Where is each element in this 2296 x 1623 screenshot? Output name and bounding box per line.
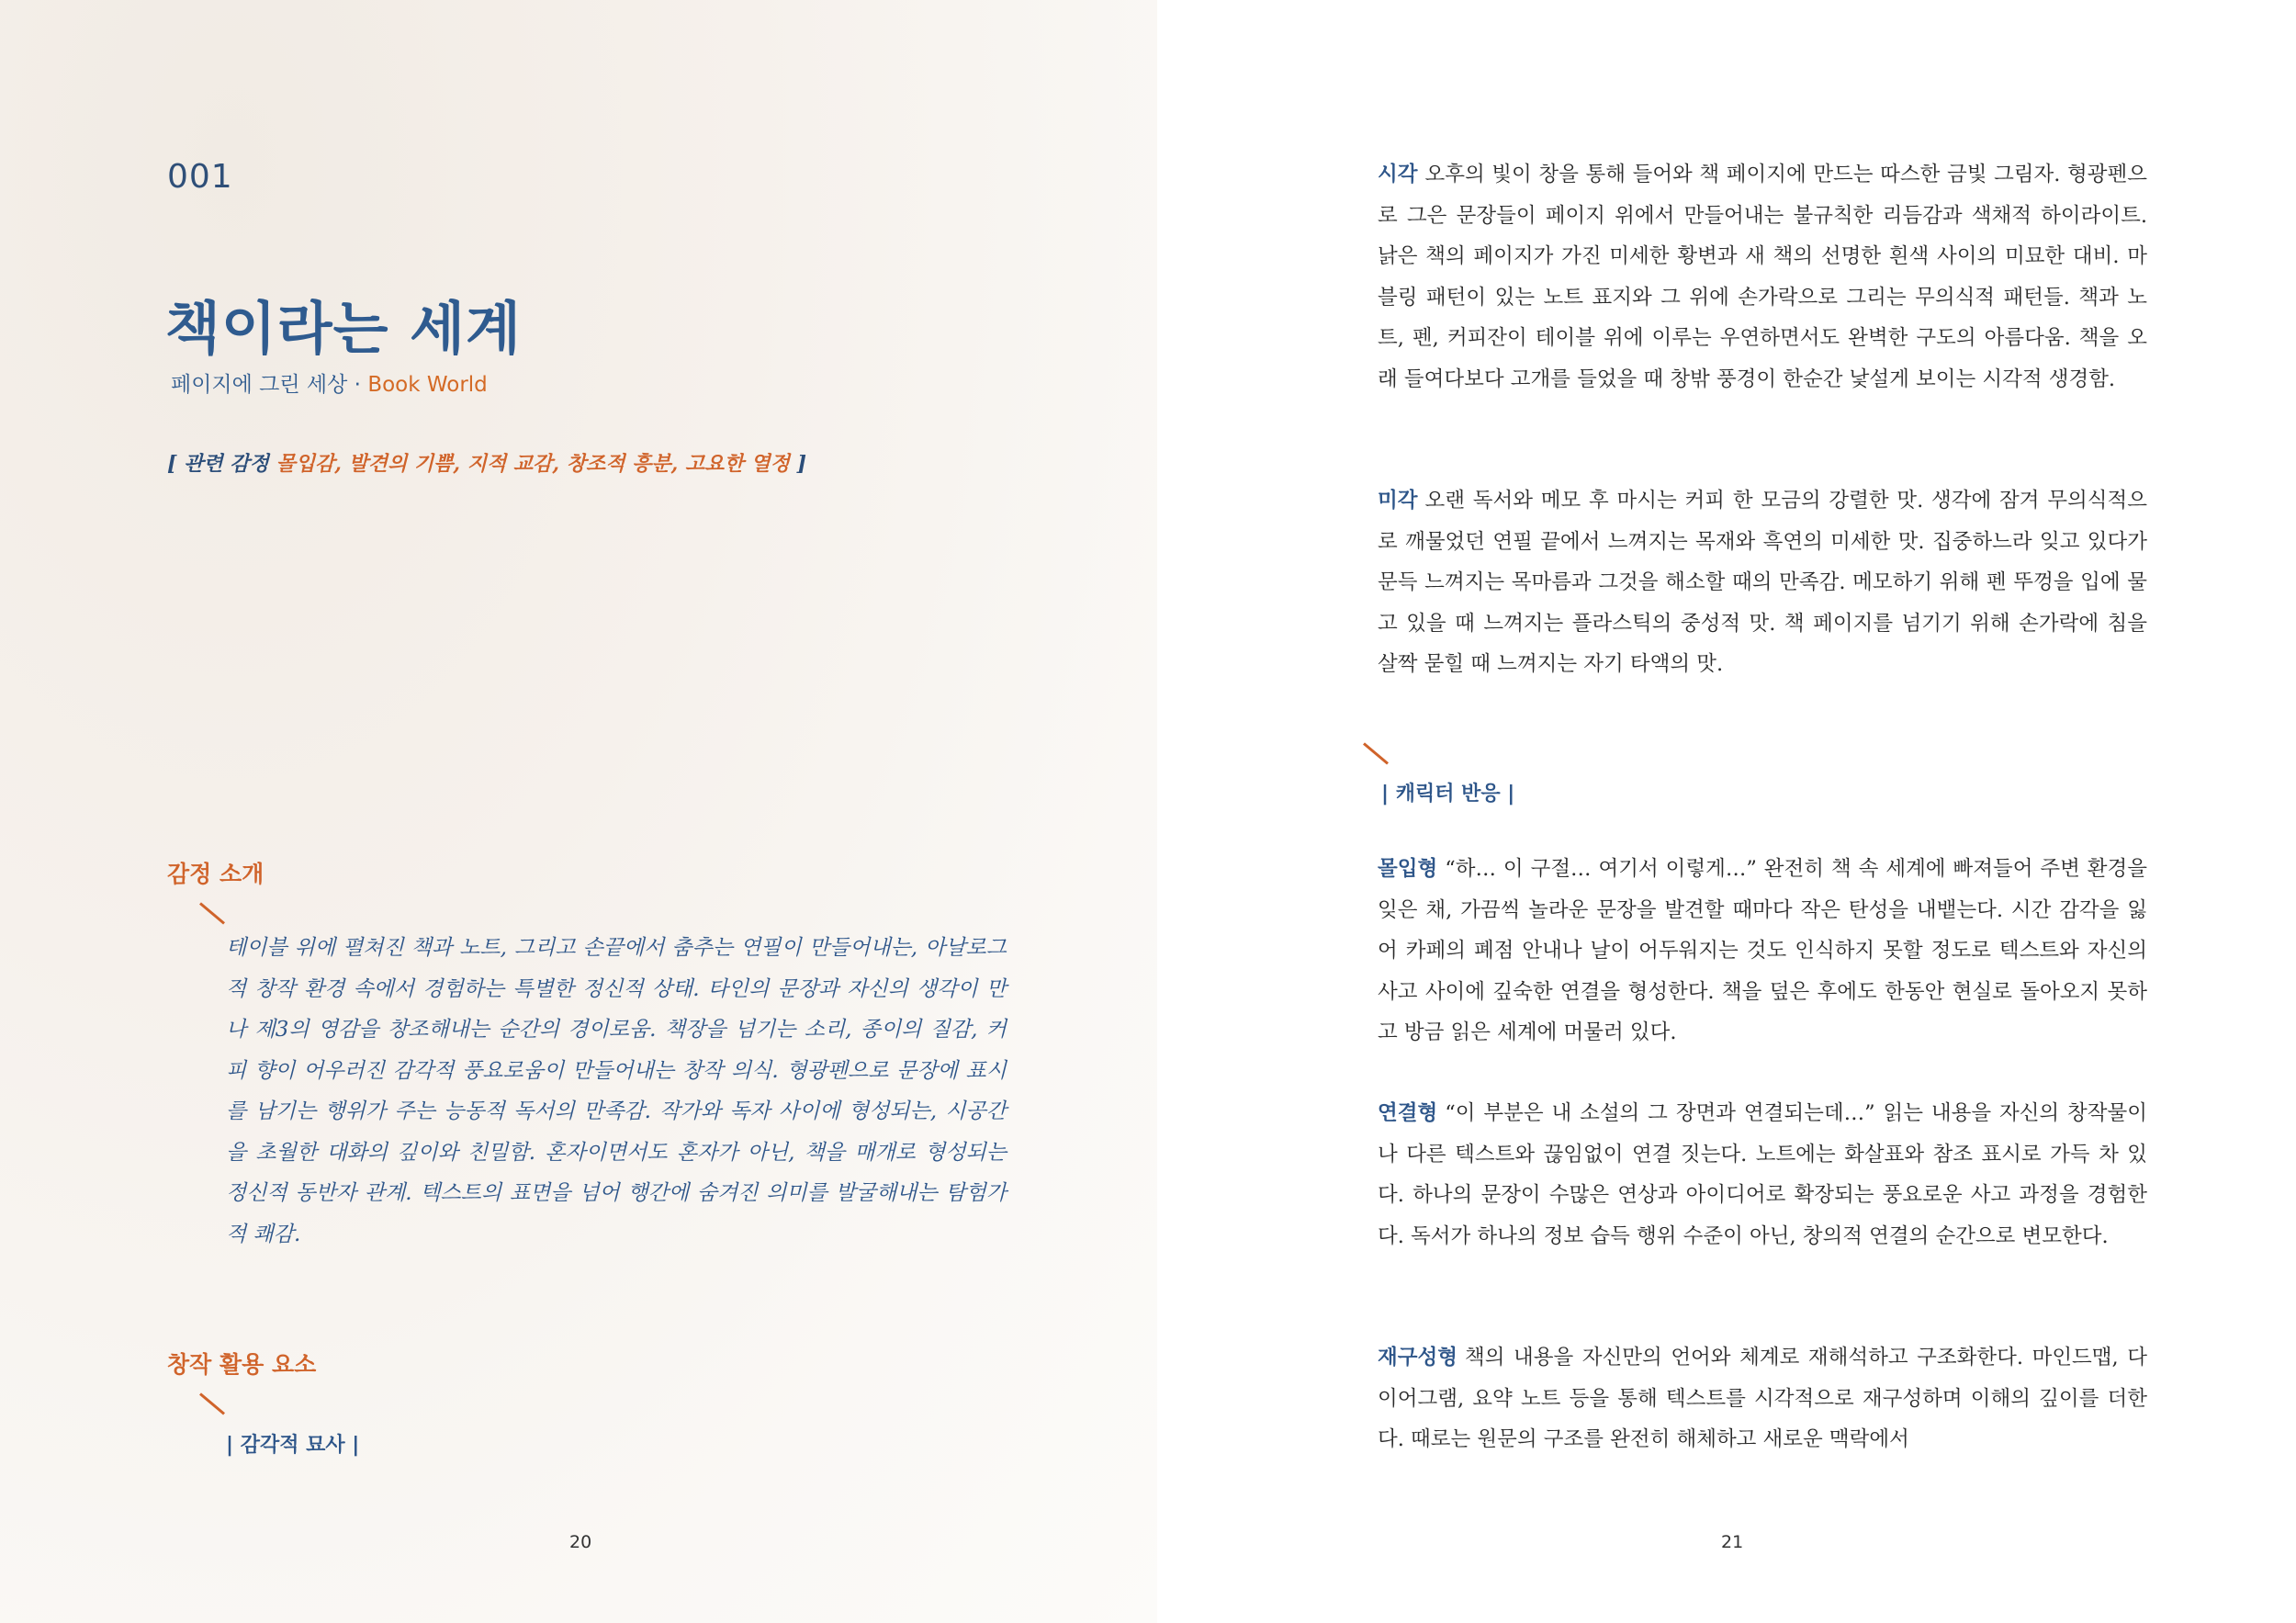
section-title-intro: 감정 소개 (167, 861, 264, 887)
label-immersion: 몰입형 (1378, 857, 1438, 881)
paragraph-connect (1378, 1093, 2147, 1257)
paragraph-immersion (1378, 849, 2147, 1054)
emotions-list: 몰입감, 발견의 기쁨, 지적 교감, 창조적 흥분, 고요한 열정 (276, 452, 790, 476)
text-restructure: 책의 내용을 자신만의 언어와 체계로 재해석하고 구조화한다. 마인드맵, 다이어그램, 요약 노트 등을 통해 텍스트를 시각적으로 재구성하며 이해의 깊이를 더한다. 때로는 원문의 구조를 완전히 해체하고 새로운 맥락에서 (1378, 1346, 2147, 1451)
label-taste: 미각 (1378, 489, 1418, 513)
paragraph-restructure (1378, 1337, 2147, 1460)
emotions-open-bracket: [ (167, 452, 177, 476)
sub-header-sensory: | 감각적 묘사 | (226, 1434, 360, 1457)
emotions-close-bracket: ] (796, 452, 806, 476)
page-number-right: 21 (1721, 1532, 1744, 1552)
page-number-left: 20 (569, 1532, 592, 1552)
text-immersion: “하… 이 구절… 여기서 이렇게…” 완전히 책 속 세계에 빠져들어 주변 환경을 잊은 채, 가끔씩 놀라운 문장을 발견할 때마다 작은 탄성을 내뱉는다. 시간 감각을 잃어 카페의 폐점 안내나 날이 어두워지는 것도 인식하지 못할 정도로 텍스트와 자신의 사고 사이에 깊숙한 연결을 형성한다. 책을 덮은 후에도 한동안 현실로 돌아오지 못하고 방금 읽은 세계에 머물러 있다. (1378, 857, 2147, 1044)
subtitle-english: Book World (367, 373, 488, 397)
label-restructure: 재구성형 (1378, 1346, 1458, 1369)
paragraph-visual (1378, 154, 2147, 400)
emotions-label: 관련 감정 (184, 452, 269, 476)
related-emotions (167, 448, 806, 477)
page-title: 책이라는 세계 (165, 295, 522, 362)
section-title-creative: 창작 활용 요소 (167, 1351, 317, 1378)
intro-paragraph: 테이블 위에 펼쳐진 책과 노트, 그리고 손끝에서 춤추는 연필이 만들어내는, 아날로그적 창작 환경 속에서 경험하는 특별한 정신적 상태. 타인의 문장과 자신의 생각이 만나 제3의 영감을 창조해내는 순간의 경이로움. 책장을 넘기는 소리, 종이의 질감, 커피 향이 어우러진 감각적 풍요로움이 만들어내는 창작 의식. 형광펜으로 문장에 표시를 남기는 행위가 주는 능동적 독서의 만족감. 작가와 독자 사이에 형성되는, 시공간을 초월한 대화의 깊이와 친밀함. 혼자이면서도 혼자가 아닌, 책을 매개로 형성되는 정신적 동반자 관계. 텍스트의 표면을 넘어 행간에 숨겨진 의미를 발굴해내는 탐험가적 쾌감. (226, 936, 1007, 1246)
paragraph-taste (1378, 480, 2147, 685)
text-visual: 오후의 빛이 창을 통해 들어와 책 페이지에 만드는 따스한 금빛 그림자. 형광펜으로 그은 문장들이 페이지 위에서 만들어내는 불규칙한 리듬감과 색채적 하이라이트. 낡은 책의 페이지가 가진 미세한 황변과 새 책의 선명한 흰색 사이의 미묘한 대비. 마블링 패턴이 있는 노트 표지와 그 위에 손가락으로 그리는 무의식적 패턴들. 책과 노트, 펜, 커피잔이 테이블 위에 이루는 우연하면서도 완벽한 구도의 아름다움. 책을 오래 들여다보다 고개를 들었을 때 창밖 풍경이 한순간 낯설게 보이는 시각적 생경함. (1378, 163, 2147, 391)
label-visual: 시각 (1378, 163, 1418, 186)
subtitle-korean: 페이지에 그린 세상 · (171, 373, 361, 397)
sub-header-character: | 캐릭터 반응 | (1381, 783, 1515, 806)
text-connect: “이 부분은 내 소설의 그 장면과 연결되는데…” 읽는 내용을 자신의 창작물이나 다른 텍스트와 끊임없이 연결 짓는다. 노트에는 화살표와 참조 표시로 가득 차 있다. 하나의 문장이 수많은 연상과 아이디어로 확장되는 풍요로운 사고 과정을 경험한다. 독서가 하나의 정보 습득 행위 수준이 아닌, 창의적 연결의 순간으로 변모한다. (1378, 1101, 2147, 1248)
page-subtitle (171, 367, 488, 398)
label-connect: 연결형 (1378, 1101, 1438, 1125)
entry-number: 001 (167, 158, 233, 196)
text-taste: 오랜 독서와 메모 후 마시는 커피 한 모금의 강렬한 맛. 생각에 잠겨 무의식적으로 깨물었던 연필 끝에서 느껴지는 목재와 흑연의 미세한 맛. 집중하느라 잊고 있다가 문득 느껴지는 목마름과 그것을 해소할 때의 만족감. 메모하기 위해 펜 뚜껑을 입에 물고 있을 때 느껴지는 플라스틱의 중성적 맛. 책 페이지를 넘기기 위해 손가락에 침을 살짝 묻힐 때 느껴지는 자기 타액의 맛. (1378, 489, 2147, 676)
